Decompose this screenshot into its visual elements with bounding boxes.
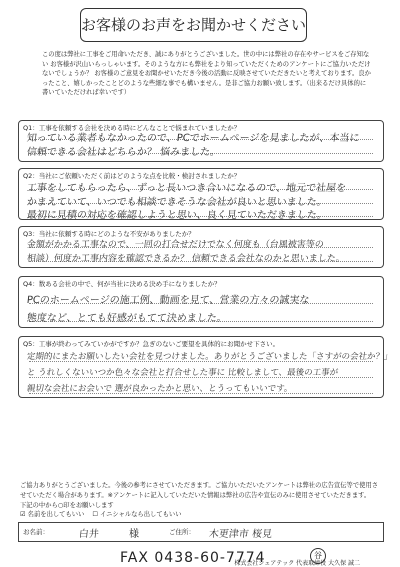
address-value: 木更津市 桜見	[208, 529, 273, 540]
name-address-row	[18, 522, 384, 542]
q4-box	[18, 276, 384, 328]
q1-answer-line-1: 知っている業者もなかったので、PCでホームページを見ましたが、本当に	[26, 133, 360, 144]
footer-notice: ご協力ありがとうございました。今後の参考にさせていただきます。ご協力いただいたアンケートは弊社の広告宣伝等で使用させていただく場合があります。※アンケートに記入していただいた情報は弊社の広告や宣伝のみに使用させていただきます。	[20, 482, 379, 499]
q5-box	[18, 336, 393, 398]
consent-checks	[20, 500, 182, 518]
q1-box	[18, 120, 384, 162]
q5-answer-line-2: と うれしくないいつか色々な会社と打合せした事に 比較しまして、最後の工事が	[26, 368, 339, 378]
honorific: 様	[129, 529, 139, 540]
name-value: 白井	[78, 529, 100, 540]
q2-answer-line-2: かまえていて、いつでも相談できそうな会社が良いと思いました。	[26, 197, 328, 208]
q2-answer-line-3: 最初に見積の対応を確認しようと思い、良く見ていただきました。	[26, 210, 328, 221]
q2-answer-line-1: 工事をしてもらったら、ずっと長いつき合いになるので、地元で社屋を	[26, 183, 347, 194]
name-label: お名前：	[23, 528, 49, 536]
checkbox-icon: ☑	[20, 511, 26, 518]
q5-label: Q5：工事が終わってみていかがですか？急ぎのないご要望を具体的にお聞かせ下さい。	[23, 340, 280, 348]
fax-number: FAX 0438-60-7774	[120, 550, 266, 566]
q3-answer-line-1: 金額がかかる工事なので、一回の打合せだけでなく何度も（台風被害等の	[26, 240, 325, 250]
q1-label: Q1：工事を依頼する会社を決める時にどんなことで悩まれていましたか？	[23, 124, 241, 132]
q4-answer-line-2: 態度など、とても好感がもてて決めました。	[26, 313, 228, 324]
q3-answer-line-2: 相談）何度か工事内容を確認できるか？ 信頼できる会社なのかと思いました。	[26, 254, 346, 264]
q2-box	[18, 168, 384, 220]
q5-answer-line-3: 親切な会社にお会いで 選が良かったかと思い、とうってもいいです。	[26, 384, 293, 394]
seal-stamp: 谷	[310, 548, 326, 564]
company-signature: 株式会社シェアテック 代表取締役 大久保 誠二	[234, 560, 360, 567]
q3-label: Q3：当社に依頼する時にどのような不安がありましたか？	[23, 230, 195, 238]
address-label: ご住所：	[169, 528, 195, 536]
intro-text: この度は弊社に工事をご用命いただき、誠にありがとうございました。世の中には弊社の存在やサービスをご存知ない お客様が沢山いらっしゃいます。そのような方にも弊社をより知っていただくためのアンケートにご協力いただけないでしょうか？ お客様のご意見をお聞かせいただき今後の活動に反映させていただきたいと考えております。良かったこと、嬉しかったことどのような些細な事でも構いません。是非ご協力お願い致します。（出来るだけ具体的に書いていただければ幸いです）	[42, 51, 371, 96]
consent-option-initials[interactable]: ☐ イニシャルなら出してもいい	[92, 511, 182, 518]
q3-box	[18, 226, 384, 268]
q4-label: Q4：数ある会社の中で、何が当社に決める決め手になりましたか？	[23, 280, 221, 288]
q2-label: Q2：当社にご依頼いただく前はどのような点を比較・検討されましたか？	[23, 172, 241, 180]
q4-answer-line-1: PCのホームページの施工例、動画を見て、営業の方々の誠実な	[26, 295, 310, 306]
checkbox-icon: ☐	[92, 511, 99, 518]
consent-option-name[interactable]: ☑ 名前を出してもいい	[20, 511, 85, 518]
page-title: お客様のお声をお聞かせください	[80, 8, 307, 42]
q5-answer-line-1: 定期的にまたお願いしたい会社を見つけました。ありがとうございました「さすがの会社か？」	[26, 352, 393, 362]
consent-label: 下記の中から○印をお願いします	[20, 502, 114, 509]
q1-answer-line-2: 信頼できる会社はどちらか？ 悩みました。	[26, 147, 221, 158]
